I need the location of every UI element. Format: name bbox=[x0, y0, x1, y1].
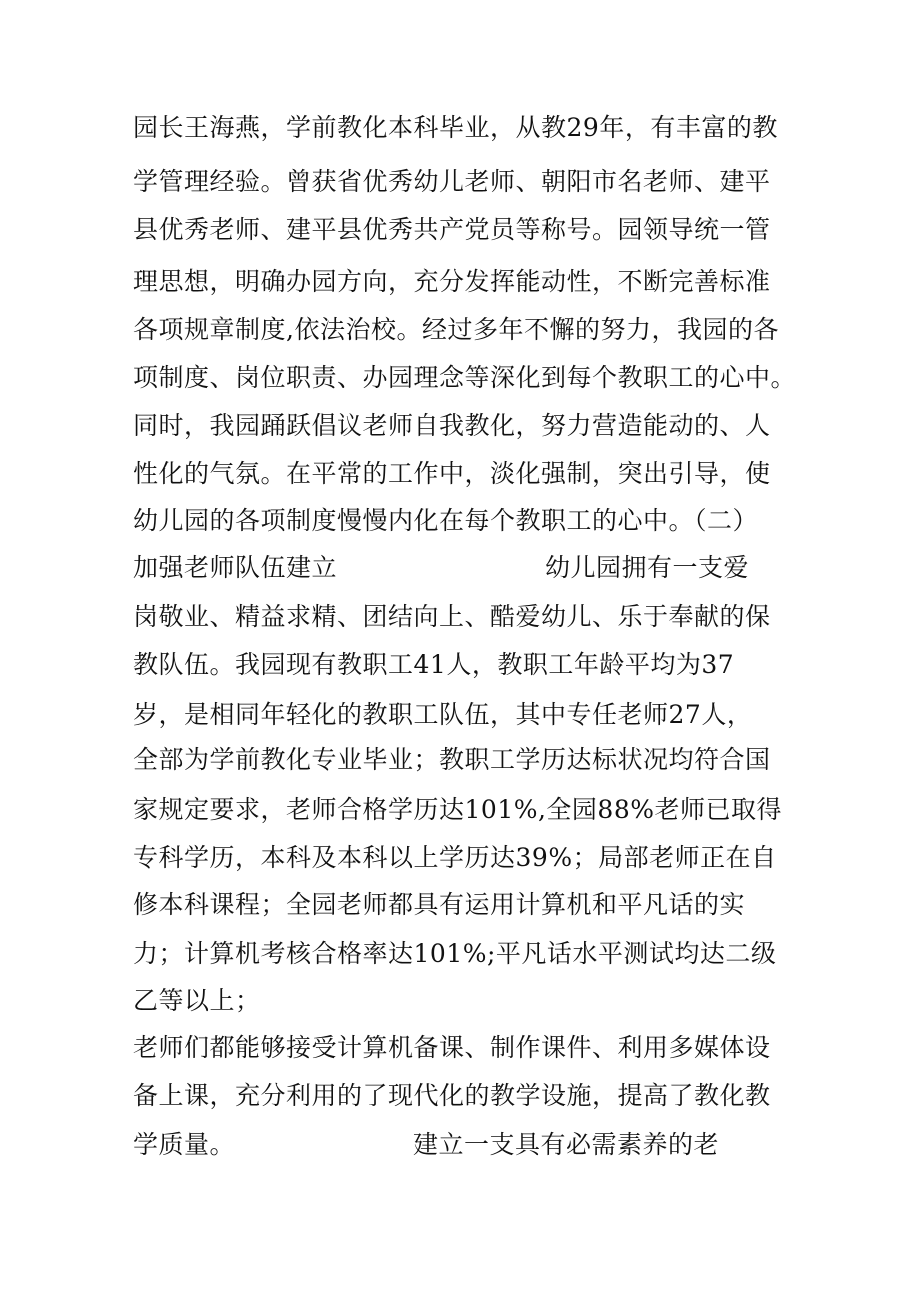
text-line-10: 加强老师队伍建立 bbox=[133, 553, 338, 582]
text-line-18: 力；计算机考核合格率达101%;平凡话水平测试均达二级 bbox=[133, 939, 777, 968]
text-line-11: 岗敬业、精益求精、团结向上、酷爱幼儿、乐于奉献的保 bbox=[133, 602, 771, 631]
text-line-14: 全部为学前教化专业毕业；教职工学历达标状况均符合国 bbox=[133, 745, 771, 774]
text-line-6: 项制度、岗位职责、办园理念等深化到每个教职工的心中。 bbox=[133, 363, 797, 392]
text-line-22b: 建立一支具有必需素养的老 bbox=[413, 1130, 720, 1159]
text-line-3: 县优秀老师、建平县优秀共产党员等称号。园领导统一管 bbox=[133, 215, 771, 244]
text-line-22: 学质量。 bbox=[133, 1130, 236, 1159]
text-line-12: 教队伍。我园现有教职工41人，教职工年龄平均为37 bbox=[133, 650, 735, 679]
text-line-4: 理思想，明确办园方向，充分发挥能动性，不断完善标准 bbox=[133, 267, 771, 296]
text-line-8: 性化的气氛。在平常的工作中，淡化强制，突出引导，使 bbox=[133, 459, 771, 488]
text-line-21: 备上课，充分利用的了现代化的教学设施，提高了教化教 bbox=[133, 1081, 771, 1110]
text-line-16: 专科学历，本科及本科以上学历达39%；局部老师正在自 bbox=[133, 843, 777, 872]
text-line-1: 园长王海燕，学前教化本科毕业，从教29年，有丰富的教 bbox=[133, 113, 778, 142]
text-line-17: 修本科课程；全园老师都具有运用计算机和平凡话的实 bbox=[133, 890, 746, 919]
text-line-10b: 幼儿园拥有一支爱 bbox=[545, 553, 750, 582]
text-line-15: 家规定要求，老师合格学历达101%,全园88%老师已取得 bbox=[133, 795, 782, 824]
text-line-13: 岁，是相同年轻化的教职工队伍，其中专任老师27人， bbox=[133, 700, 753, 729]
text-line-5: 各项规章制度,依法治校。经过多年不懈的努力，我园的各 bbox=[133, 315, 779, 344]
text-line-20: 老师们都能够接受计算机备课、制作课件、利用多媒体设 bbox=[133, 1033, 771, 1062]
text-line-9: 幼儿园的各项制度慢慢内化在每个教职工的心中。（二） bbox=[133, 506, 759, 535]
text-line-2: 学管理经验。曾获省优秀幼儿老师、朝阳市名老师、建平 bbox=[133, 167, 771, 196]
text-line-7: 同时，我园踊跃倡议老师自我教化，努力营造能动的、人 bbox=[133, 411, 771, 440]
text-line-19: 乙等以上； bbox=[133, 986, 261, 1015]
